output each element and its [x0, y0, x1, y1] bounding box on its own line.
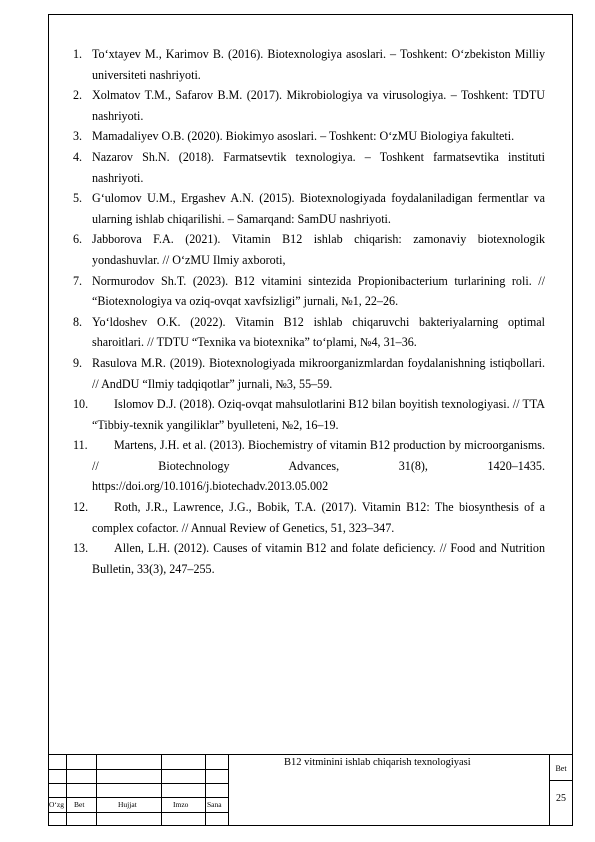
reference-item	[73, 126, 545, 147]
reference-text: G‘ulomov U.M., Ergashev A.N. (2015). Biotexnologiyada foydalaniladigan fermentlar va ularning ishlab chiqarilishi. – Samarqand: SamDU nashriyoti.	[92, 191, 545, 226]
stamp-col-line	[161, 754, 162, 826]
reference-text: Normurodov Sh.T. (2023). B12 vitamini sintezida Propionibacterium turlarining roli. // “Biotexnologiya va oziq-ovqat xavfsizligi” jurnali, №1, 22–26.	[92, 273, 545, 309]
stamp-col-line	[96, 754, 97, 826]
stamp-row-line	[48, 783, 228, 784]
reference-text: Martens, J.H. et al. (2013). Biochemistry of vitamin B12 production by microorganisms. // Biotechnology Advances, 31(8), 1420–1435. https://doi.org/10.1016/j.biotechadv.2013.05.002	[92, 438, 545, 494]
stamp-row-line	[48, 797, 228, 798]
reference-number: 5.	[73, 191, 83, 206]
reference-item	[73, 394, 545, 435]
reference-text: Rasulova M.R. (2019). Biotexnologiyada mikroorganizmlardan foydalanishning istiqbollari. // AndDU “Ilmiy tadqiqotlar” jurnali, №3, 55–59.	[92, 355, 545, 391]
stamp-label-ozg: O‘zg	[49, 800, 64, 809]
reference-item	[73, 538, 545, 579]
title-block	[48, 754, 573, 826]
reference-text: Mamadaliyev O.B. (2020). Biokimyo asoslari. – Toshkent: O‘zMU Biologiya fakulteti.	[92, 129, 515, 144]
reference-number: 8.	[73, 314, 83, 329]
reference-text: Allen, L.H. (2012). Causes of vitamin B12 and folate deficiency. // Food and Nutrition Bulletin, 33(3), 247–255.	[92, 541, 545, 576]
reference-item	[73, 229, 545, 270]
reference-text: Nazarov Sh.N. (2018). Farmatsevtik texnologiya. – Toshkent farmatsevtika instituti nashriyoti.	[92, 149, 545, 185]
page-label: Bet	[555, 764, 567, 773]
reference-item	[73, 497, 545, 538]
reference-item	[73, 85, 545, 126]
stamp-label-sana: Sana	[207, 800, 222, 809]
stamp-label-bet: Bet	[74, 800, 85, 809]
stamp-col-line	[66, 754, 67, 826]
reference-list	[73, 44, 545, 579]
reference-item	[73, 147, 545, 188]
reference-number: 1.	[73, 47, 83, 61]
reference-number: 2.	[73, 88, 83, 103]
reference-text: Xolmatov T.M., Safarov B.M. (2017). Mikrobiologiya va virusologiya. – Toshkent: TDTU nashriyoti.	[92, 88, 545, 123]
document-title: B12 vitminini ishlab chiqarish texnologiyasi	[284, 757, 471, 768]
reference-number: 6.	[73, 232, 83, 247]
reference-number: 7.	[73, 273, 83, 288]
reference-item	[73, 44, 545, 85]
stamp-label-hujjat: Hujjat	[118, 800, 137, 809]
reference-text: To‘xtayev M., Karimov B. (2016). Biotexnologiya asoslari. – Toshkent: O‘zbekiston Milliy universiteti nashriyoti.	[92, 47, 545, 82]
reference-number: 13.	[73, 541, 89, 556]
reference-number: 12.	[73, 500, 89, 515]
reference-number: 10.	[73, 397, 89, 412]
reference-text: Islomov D.J. (2018). Oziq-ovqat mahsulotlarini B12 bilan boyitish texnologiyasi. // TTA “Tibbiy-texnik yangiliklar” byulleteni, №2, 16–19.	[92, 397, 545, 432]
reference-text: Roth, J.R., Lawrence, J.G., Bobik, T.A. (2017). Vitamin B12: The biosynthesis of a complex cofactor. // Annual Review of Genetics, 51, 323–347.	[92, 500, 545, 535]
reference-item	[73, 271, 545, 312]
reference-text: Yo‘ldoshev O.K. (2022). Vitamin B12 ishlab chiqaruvchi bakteriyalarning optimal sharoitlari. // TDTU “Texnika va biotexnika” to‘plami, №4, 31–36.	[92, 314, 545, 350]
stamp-top-line	[48, 754, 573, 755]
reference-number: 11.	[73, 438, 88, 453]
stamp-page-line	[549, 780, 573, 781]
reference-item	[73, 188, 545, 229]
reference-item	[73, 353, 545, 394]
stamp-col-line	[205, 754, 206, 826]
reference-item	[73, 312, 545, 353]
reference-number: 4.	[73, 149, 83, 164]
stamp-row-line	[48, 812, 228, 813]
reference-item	[73, 435, 545, 497]
reference-text: Jabborova F.A. (2021). Vitamin B12 ishlab chiqarish: zamonaviy biotexnologik yondashuvlar. // O‘zMU Ilmiy axboroti,	[92, 232, 545, 267]
reference-number: 3.	[73, 129, 83, 144]
stamp-col-line	[228, 754, 229, 826]
stamp-label-imzo: Imzo	[173, 800, 189, 809]
stamp-row-line	[48, 769, 228, 770]
page-number: 25	[556, 793, 566, 804]
reference-number: 9.	[73, 355, 83, 370]
